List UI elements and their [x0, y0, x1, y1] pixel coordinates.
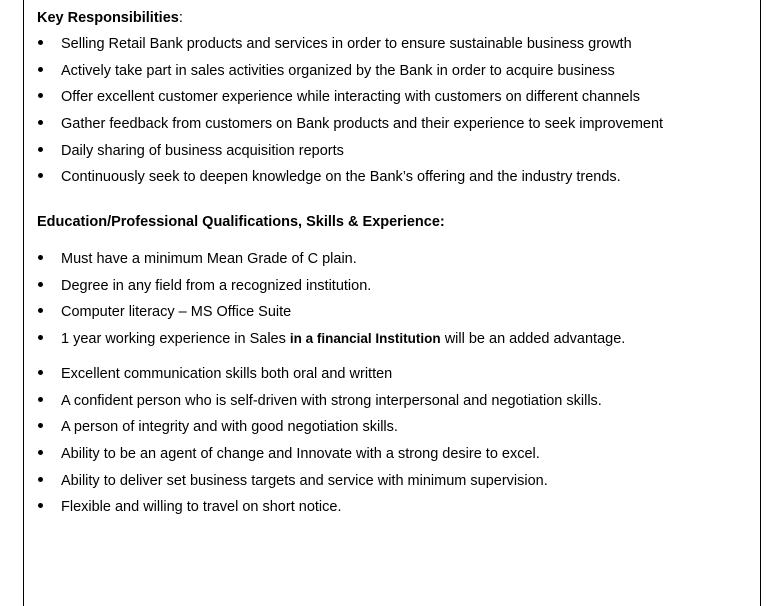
bullet-icon [38, 370, 43, 375]
document-page [23, 0, 761, 606]
list-item-text: Actively take part in sales activities organized by the Bank in order to acquire business [61, 62, 615, 79]
list-item-text: Daily sharing of business acquisition reports [61, 142, 344, 159]
bullet-icon [38, 120, 43, 125]
list-item-text: A confident person who is self-driven with strong interpersonal and negotiation skills. [61, 392, 602, 409]
list-item-text: Must have a minimum Mean Grade of C plain. [61, 251, 357, 267]
responsibilities-heading-colon: : [178, 10, 183, 26]
bullet-icon [38, 67, 43, 72]
list-item-text: Offer excellent customer experience while interacting with customers on different channels [61, 89, 640, 106]
bullet-icon [38, 423, 43, 428]
experience-text-before: 1 year working experience in Sales [61, 331, 290, 348]
bullet-icon [38, 282, 43, 287]
list-item-text: Continuously seek to deepen knowledge on the Bank’s offering and the industry trends. [61, 169, 621, 186]
bullet-icon [38, 93, 43, 98]
responsibilities-heading-text: Key Responsibilities [37, 10, 179, 26]
bullet-icon [38, 503, 43, 508]
qualifications-heading: Education/Professional Qualifications, Skills & Experience: [37, 214, 445, 230]
bullet-icon [38, 335, 43, 340]
list-item-text: Flexible and willing to travel on short notice. [61, 499, 342, 516]
bullet-icon [38, 255, 43, 260]
bullet-icon [38, 173, 43, 178]
experience-text-after: will be an added advantage. [440, 331, 626, 348]
experience-text-bold: in a financial Institution [289, 331, 441, 347]
bullet-icon [38, 450, 43, 455]
list-item-text: Ability to be an agent of change and Innovate with a strong desire to excel. [61, 446, 540, 463]
list-item-text [61, 330, 625, 348]
list-item-text: Gather feedback from customers on Bank products and their experience to seek improvement [61, 116, 664, 133]
list-item-text: A person of integrity and with good negotiation skills. [61, 419, 398, 436]
bullet-icon [38, 40, 43, 45]
list-item-text: Degree in any field from a recognized institution. [61, 277, 372, 294]
list-item-text: Excellent communication skills both oral and written [61, 366, 393, 382]
bullet-icon [38, 147, 43, 152]
bullet-icon [38, 308, 43, 313]
bullet-icon [38, 477, 43, 482]
list-item-text: Computer literacy – MS Office Suite [61, 304, 292, 321]
bullet-icon [38, 397, 43, 402]
list-item-text: Selling Retail Bank products and services in order to ensure sustainable business growth [61, 36, 632, 52]
list-item-text: Ability to deliver set business targets and service with minimum supervision. [61, 472, 548, 489]
responsibilities-heading [37, 9, 183, 27]
